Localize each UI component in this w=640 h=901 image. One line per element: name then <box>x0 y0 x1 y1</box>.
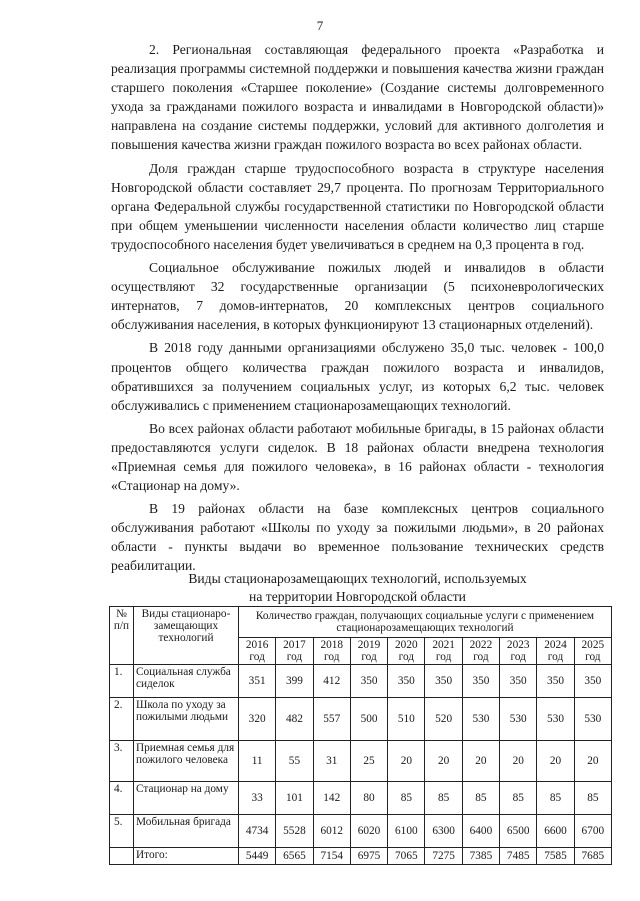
total-cell: 7154 <box>313 848 350 865</box>
page-number: 7 <box>316 18 324 33</box>
row-name: Стационар на дому <box>134 782 239 815</box>
total-row <box>110 848 612 865</box>
total-cell: 6565 <box>276 848 313 865</box>
total-cell: 5449 <box>239 848 276 865</box>
table-cell: 530 <box>462 698 499 741</box>
table-cell: 510 <box>388 698 425 741</box>
table-cell: 85 <box>388 782 425 815</box>
table-cell: 350 <box>350 665 387 698</box>
col-header-year: 2022 год <box>462 638 499 665</box>
table-cell: 4734 <box>239 815 276 848</box>
row-index: 3. <box>110 741 134 782</box>
table-cell: 6500 <box>500 815 537 848</box>
row-index: 4. <box>110 782 134 815</box>
table-cell: 399 <box>276 665 313 698</box>
table-cell: 11 <box>239 741 276 782</box>
table-cell: 20 <box>462 741 499 782</box>
col-header-number: № п/п <box>110 607 134 665</box>
row-name: Школа по уходу за пожилыми людьми <box>134 698 239 741</box>
table-body <box>110 665 612 865</box>
table-cell: 101 <box>276 782 313 815</box>
row-name: Социальная служба сиделок <box>134 665 239 698</box>
table-cell: 55 <box>276 741 313 782</box>
table-cell: 351 <box>239 665 276 698</box>
table-caption-line: Виды стационарозамещающих технологий, используемых <box>188 571 527 586</box>
body-text <box>111 40 604 580</box>
col-header-year: 2024 год <box>537 638 574 665</box>
paragraph: Социальное обслуживание пожилых людей и инвалидов в области осуществляют 32 государственные организации (5 психоневрологических интернатов, 7 домов-интернатов, 20 комплексных центров социального обслуживания населения, в которых функционируют 13 стационарных отделений). <box>111 260 604 333</box>
table-cell: 20 <box>537 741 574 782</box>
table-cell: 350 <box>537 665 574 698</box>
col-header-year: 2023 год <box>500 638 537 665</box>
table-row <box>110 815 612 848</box>
col-header-year: 2020 год <box>388 638 425 665</box>
table-row <box>110 741 612 782</box>
table-cell: 6300 <box>425 815 462 848</box>
table-cell: 20 <box>500 741 537 782</box>
row-index: 2. <box>110 698 134 741</box>
table-cell: 142 <box>313 782 350 815</box>
table-cell: 20 <box>425 741 462 782</box>
paragraph: Во всех районах области работают мобильные бригады, в 15 районах области предоставляются услуги сиделок. В 18 районах области внедрена технология «Приемная семья для пожилого человека», в 16 районах области - технология «Стационар на дому». <box>111 420 604 494</box>
paragraph: 2. Региональная составляющая федерального проекта «Разработка и реализация программы системной поддержки и повышения качества жизни граждан старшего поколения «Старшее поколение» (Создание системы долговременного ухода за гражданами пожилого возраста и инвалидами в Новгородской области)» направлена на создание системы поддержки, условий для активного долголетия и повышения качества жизни граждан пожилого возраста во всех районах области. <box>111 42 604 153</box>
table-cell: 6600 <box>537 815 574 848</box>
table-cell: 85 <box>537 782 574 815</box>
table-cell: 6020 <box>350 815 387 848</box>
total-cell: 7385 <box>462 848 499 865</box>
table-cell: 31 <box>313 741 350 782</box>
table-cell: 350 <box>574 665 611 698</box>
table-cell: 320 <box>239 698 276 741</box>
col-header-group: Количество граждан, получающих социальные услуги с применением стационарозамещающих технологий <box>239 607 612 638</box>
table-cell: 350 <box>425 665 462 698</box>
col-header-year: 2017 год <box>276 638 313 665</box>
table-cell: 350 <box>388 665 425 698</box>
paragraph: В 19 районах области на базе комплексных центров социального обслуживания работают «Школы по уходу за пожилыми людьми», в 20 районах области - пункты выдачи во временное пользование технических средств реабилитации. <box>111 501 604 574</box>
col-header-type: Виды стационаро-замещающих технологий <box>134 607 239 665</box>
total-cell: 7275 <box>425 848 462 865</box>
col-header-year: 2021 год <box>425 638 462 665</box>
table-cell: 520 <box>425 698 462 741</box>
total-label: Итого: <box>134 848 239 865</box>
total-index <box>110 848 134 865</box>
table-cell: 85 <box>574 782 611 815</box>
table-cell: 6012 <box>313 815 350 848</box>
table-cell: 25 <box>350 741 387 782</box>
row-name: Мобильная бригада <box>134 815 239 848</box>
total-cell: 7485 <box>500 848 537 865</box>
total-cell: 7585 <box>537 848 574 865</box>
table-caption-line: на территории Новгородской области <box>249 589 466 604</box>
row-index: 1. <box>110 665 134 698</box>
col-header-year: 2018 год <box>313 638 350 665</box>
table-cell: 6100 <box>388 815 425 848</box>
table-cell: 350 <box>462 665 499 698</box>
col-header-year: 2025 год <box>574 638 611 665</box>
table-caption <box>111 570 604 606</box>
table-cell: 530 <box>574 698 611 741</box>
table-cell: 530 <box>500 698 537 741</box>
total-cell: 7685 <box>574 848 611 865</box>
table-cell: 85 <box>462 782 499 815</box>
table-cell: 412 <box>313 665 350 698</box>
table-row <box>110 698 612 741</box>
paragraph: В 2018 году данными организациями обслужено 35,0 тыс. человек - 100,0 процентов общего количества граждан пожилого возраста и инвалидов, обратившихся за получением социальных услуг, из которых 6,2 тыс. человек обслуживались с применением стационарозамещающих технологий. <box>111 340 604 413</box>
table-cell: 6700 <box>574 815 611 848</box>
table-cell: 500 <box>350 698 387 741</box>
col-header-year: 2016 год <box>239 638 276 665</box>
table-cell: 85 <box>425 782 462 815</box>
data-table <box>109 606 612 865</box>
table-cell: 80 <box>350 782 387 815</box>
paragraph: Доля граждан старше трудоспособного возраста в структуре населения Новгородской области составляет 29,7 процента. По прогнозам Территориального органа Федеральной службы государственной статистики по Новгородской области при общем уменьшении численности населения области количество лиц старше трудоспособного населения будет увеличиваться в среднем на 0,3 процента в год. <box>111 160 604 252</box>
table-cell: 33 <box>239 782 276 815</box>
total-cell: 7065 <box>388 848 425 865</box>
table-row <box>110 665 612 698</box>
row-name: Приемная семья для пожилого человека <box>134 741 239 782</box>
col-header-year: 2019 год <box>350 638 387 665</box>
table-cell: 6400 <box>462 815 499 848</box>
table-cell: 5528 <box>276 815 313 848</box>
table-cell: 20 <box>388 741 425 782</box>
table-cell: 482 <box>276 698 313 741</box>
table-row <box>110 782 612 815</box>
table-cell: 350 <box>500 665 537 698</box>
table-cell: 85 <box>500 782 537 815</box>
total-cell: 6975 <box>350 848 387 865</box>
row-index: 5. <box>110 815 134 848</box>
table-cell: 557 <box>313 698 350 741</box>
table-cell: 530 <box>537 698 574 741</box>
table-cell: 20 <box>574 741 611 782</box>
